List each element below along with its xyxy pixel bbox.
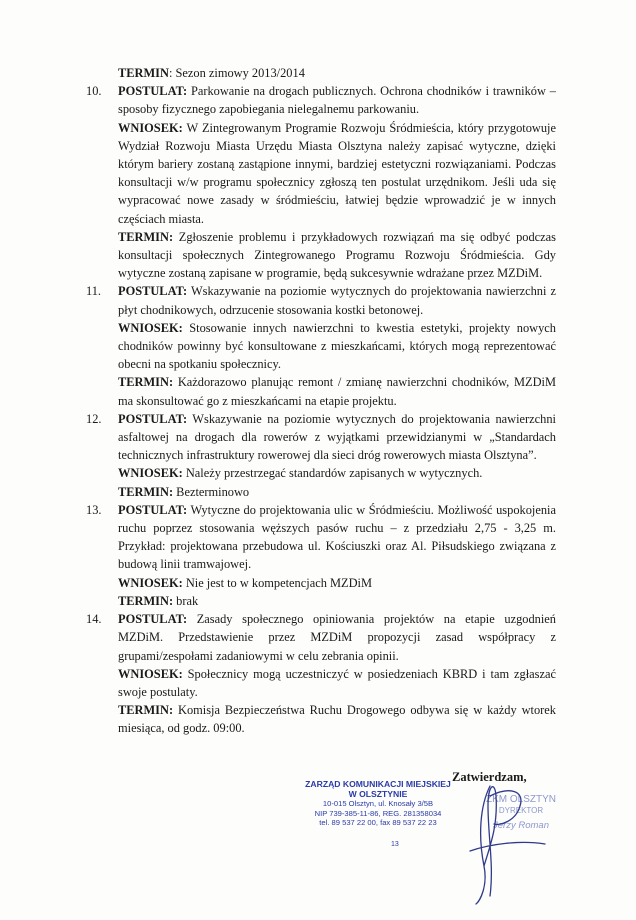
paragraph-label: TERMIN: — [118, 484, 174, 499]
document-content — [86, 64, 556, 738]
paragraph-label: WNIOSEK: — [118, 320, 183, 335]
paragraph-label: TERMIN: — [118, 703, 174, 718]
stamp-line-3: 10-015 Olsztyn, ul. Knosały 3/5B — [322, 799, 434, 808]
paragraph-text: Zasady społecznego opiniowania projektów na etapie uzgodnień MZDiM. Przedstawienie przez MZDiM propozycji zasad współpracy z grupami/zespołami zadaniowymi w celu zebrania opinii. — [118, 612, 556, 663]
company-stamp — [298, 779, 458, 848]
item-paragraph — [118, 228, 556, 283]
paragraph-label: WNIOSEK: — [118, 120, 183, 135]
paragraph-label: POSTULAT: — [118, 411, 188, 426]
item-body — [118, 410, 556, 501]
item-paragraph — [118, 574, 556, 592]
stamp-line-2: W OLSZTYNIE — [348, 788, 408, 799]
handwritten-signature-icon — [450, 766, 570, 906]
items-list — [86, 82, 556, 737]
paragraph-label: POSTULAT: — [118, 84, 188, 99]
item-number: 12. — [86, 411, 102, 426]
item-paragraph — [118, 373, 556, 409]
stamp-line-1: ZARZĄD KOMUNIKACJI MIEJSKIEJ — [305, 779, 451, 789]
paragraph-label: TERMIN: — [118, 593, 174, 608]
item-paragraph — [118, 483, 556, 501]
paragraph-text: Wytyczne do projektowania ulic w Śródmieściu. Możliwość uspokojenia ruchu poprzez stosowania węższych pasów ruchu – z przedziału 2,75 - 3,25 m. Przykład: projektowana przebudowa ul. Kościuszki oraz Al. Piłsudskiego związana z budową linii tramwajowej. — [118, 502, 556, 572]
item-paragraph — [118, 410, 556, 465]
item-body — [118, 610, 556, 737]
paragraph-text: brak — [173, 593, 199, 608]
item-paragraph — [118, 282, 556, 318]
item-number: 10. — [86, 84, 102, 99]
paragraph-text: Wskazywanie na poziomie wytycznych do projektowania nawierzchni z płyt chodnikowych, odrzucenie stosowania kostki betonowej. — [118, 284, 556, 317]
paragraph-text: Należy przestrzegać standardów zapisanych w wytycznych. — [182, 466, 483, 481]
item-body — [118, 282, 556, 409]
director-stamp-line-3: Jerzy Roman — [493, 820, 549, 831]
termin-label: TERMIN — [118, 66, 169, 80]
intro-termin — [118, 64, 556, 82]
paragraph-text: Nie jest to w kompetencjach MZDiM — [182, 575, 372, 590]
item-paragraph — [118, 464, 556, 482]
list-item — [86, 610, 556, 737]
paragraph-label: TERMIN: — [118, 375, 174, 390]
paragraph-text: Bezterminowo — [173, 484, 250, 499]
list-item — [86, 82, 556, 282]
paragraph-label: WNIOSEK: — [118, 466, 183, 481]
page-number: 13 — [391, 841, 399, 848]
stamp-line-5: tel. 89 537 22 00, fax 89 537 22 23 — [319, 818, 437, 827]
list-item — [86, 410, 556, 501]
paragraph-label: WNIOSEK: — [118, 575, 183, 590]
paragraph-text: W Zintegrowanym Programie Rozwoju Śródmieścia, który przygotowuje Wydział Rozwoju Miasta Urzędu Miasta Olsztyna należy zapisać wytyczne, dzięki którym bariery zostaną zastąpione innymi, bardziej estetyczni rozwiązaniami. Podczas konsultacji w/w programu społecznicy zgłoszą ten postulat urzędnikom. Jeśli uda się wypracować nowe zasady w śródmieściu, łatwiej będzie wprowadzić je w innych częściach miasta. — [118, 120, 556, 226]
paragraph-text: Zgłoszenie problemu i przykładowych rozwiązań ma się odbyć podczas konsultacji społecznych Zintegrowanego Programu Rozwoju Śródmieścia. Gdy wytyczne zostaną zapisane w programie, będą sukcesywnie wdrażane przez MZDiM. — [118, 229, 556, 281]
director-stamp-line-2: DYREKTOR — [498, 806, 544, 815]
item-number: 11. — [86, 284, 102, 299]
paragraph-text: Komisja Bezpieczeństwa Ruchu Drogowego odbywa się w każdy wtorek miesiąca, od godz. 09:00. — [118, 703, 556, 736]
item-paragraph — [118, 501, 556, 574]
item-number: 13. — [86, 502, 102, 517]
paragraph-label: POSTULAT: — [118, 502, 188, 517]
item-body — [118, 82, 556, 282]
paragraph-label: POSTULAT: — [118, 284, 188, 299]
list-item — [86, 282, 556, 409]
signature-area — [280, 760, 620, 910]
item-paragraph — [118, 82, 556, 118]
item-body — [118, 501, 556, 610]
item-paragraph — [118, 319, 556, 374]
paragraph-label: POSTULAT: — [118, 612, 188, 627]
item-paragraph — [118, 701, 556, 737]
item-paragraph — [118, 119, 556, 228]
paragraph-text: Stosowanie innych nawierzchni to kwestia estetyki, projekty nowych chodników powinny być konsultowane z mieszkańcami, których mogą reprezentować obecni na spotkaniu społecznicy. — [118, 320, 556, 372]
paragraph-label: TERMIN: — [118, 229, 174, 244]
paragraph-text: Parkowanie na drogach publicznych. Ochrona chodników i trawników – sposoby fizycznego zapobiegania nielegalnemu parkowaniu. — [118, 84, 556, 117]
item-paragraph — [118, 592, 556, 610]
paragraph-text: Każdorazowo planując remont / zmianę nawierzchni chodników, MZDiM ma skonsultować go z mieszkańcami na etapie projektu. — [118, 375, 556, 408]
stamp-line-4: NIP 739-385-11-86, REG. 281358034 — [314, 808, 442, 818]
approval-label: Zatwierdzam, — [452, 770, 527, 784]
list-item — [86, 501, 556, 610]
director-stamp-line-1: ZKM OLSZTYN — [485, 794, 556, 805]
item-paragraph — [118, 665, 556, 701]
item-number: 14. — [86, 612, 102, 627]
termin-text: : Sezon zimowy 2013/2014 — [168, 66, 305, 80]
paragraph-label: WNIOSEK: — [118, 666, 183, 681]
item-paragraph — [118, 610, 556, 665]
paragraph-text: Wskazywanie na poziomie wytycznych do projektowania nawierzchni asfaltowej na drogach dla rowerów z wyjątkami przewidzianymi w „Standardach technicznych infrastruktury rowerowej dla sieci dróg rowerowych miasta Olsztyna”. — [118, 411, 556, 463]
paragraph-text: Społecznicy mogą uczestniczyć w posiedzeniach KBRD i tam zgłaszać swoje postulaty. — [118, 666, 556, 699]
